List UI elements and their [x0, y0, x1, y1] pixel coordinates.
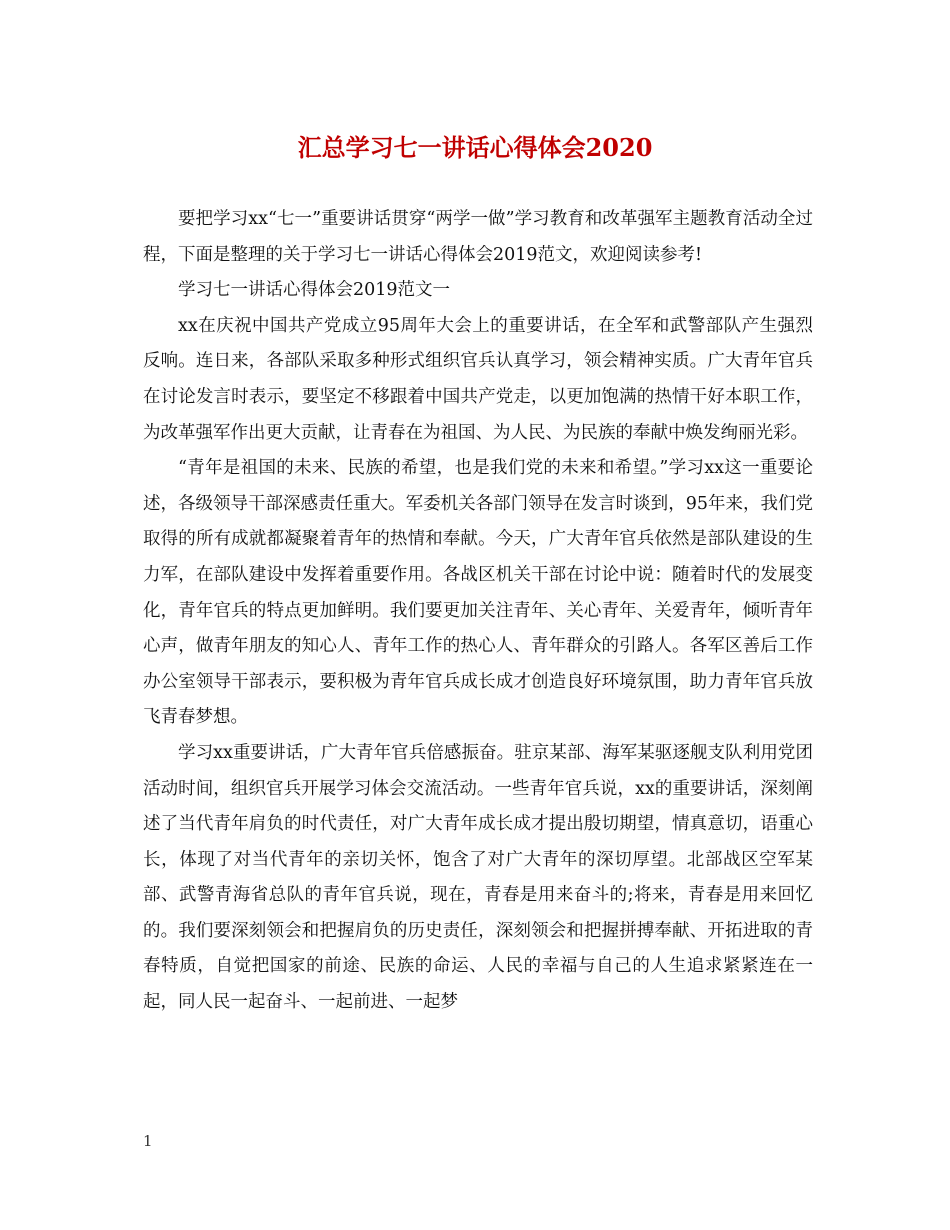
page-number: 1: [143, 1132, 153, 1150]
section-heading: 学习七一讲话心得体会2019范文一: [178, 280, 451, 301]
body-paragraph: xx在庆祝中国共产党成立95周年大会上的重要讲话，在全军和武警部队产生强烈反响。连日来，各部队采取多种形式组织官兵认真学习，领会精神实质。广大青年官兵在讨论发言时表示，要坚定不移跟着中国共产党走，以更加饱满的热情干好本职工作，为改革强军作出更大贡献，让青春在为祖国、为人民、为民族的奉献中焕发绚丽光彩。: [143, 315, 813, 443]
body-paragraph: “青年是祖国的未来、民族的希望，也是我们党的未来和希望。”学习xx这一重要论述，各级领导干部深感责任重大。军委机关各部门领导在发言时谈到，95年来，我们党取得的所有成就都凝聚着青年的热情和奉献。今天，广大青年官兵依然是部队建设的生力军，在部队建设中发挥着重要作用。各战区机关干部在讨论中说：随着时代的发展变化，青年官兵的特点更加鲜明。我们要更加关注青年、关心青年、关爱青年，倾听青年心声，做青年朋友的知心人、青年工作的热心人、青年群众的引路人。各军区善后工作办公室领导干部表示，要积极为青年官兵成长成才创造良好环境氛围，助力青年官兵放飞青春梦想。: [143, 458, 813, 728]
body-paragraph: 学习xx重要讲话，广大青年官兵倍感振奋。驻京某部、海军某驱逐舰支队利用党团活动时间，组织官兵开展学习体会交流活动。一些青年官兵说，xx的重要讲话，深刻阐述了当代青年肩负的时代责任，对广大青年成长成才提出殷切期望，情真意切，语重心长，体现了对当代青年的亲切关怀，饱含了对广大青年的深切厚望。北部战区空军某部、武警青海省总队的青年官兵说，现在，青春是用来奋斗的;将来，青春是用来回忆的。我们要深刻领会和把握肩负的历史责任，深刻领会和把握拼搏奉献、开拓进取的青春特质，自觉把国家的前途、民族的命运、人民的幸福与自己的人生追求紧紧连在一起，同人民一起奋斗、一起前进、一起梦: [143, 742, 813, 1013]
document-body: [143, 202, 813, 1021]
document-title: 汇总学习七一讲话心得体会2020: [297, 133, 653, 162]
intro-paragraph: 要把学习xx“七一”重要讲话贯穿“两学一做”学习教育和改革强军主题教育活动全过程，下面是整理的关于学习七一讲话心得体会2019范文，欢迎阅读参考!: [143, 209, 813, 265]
